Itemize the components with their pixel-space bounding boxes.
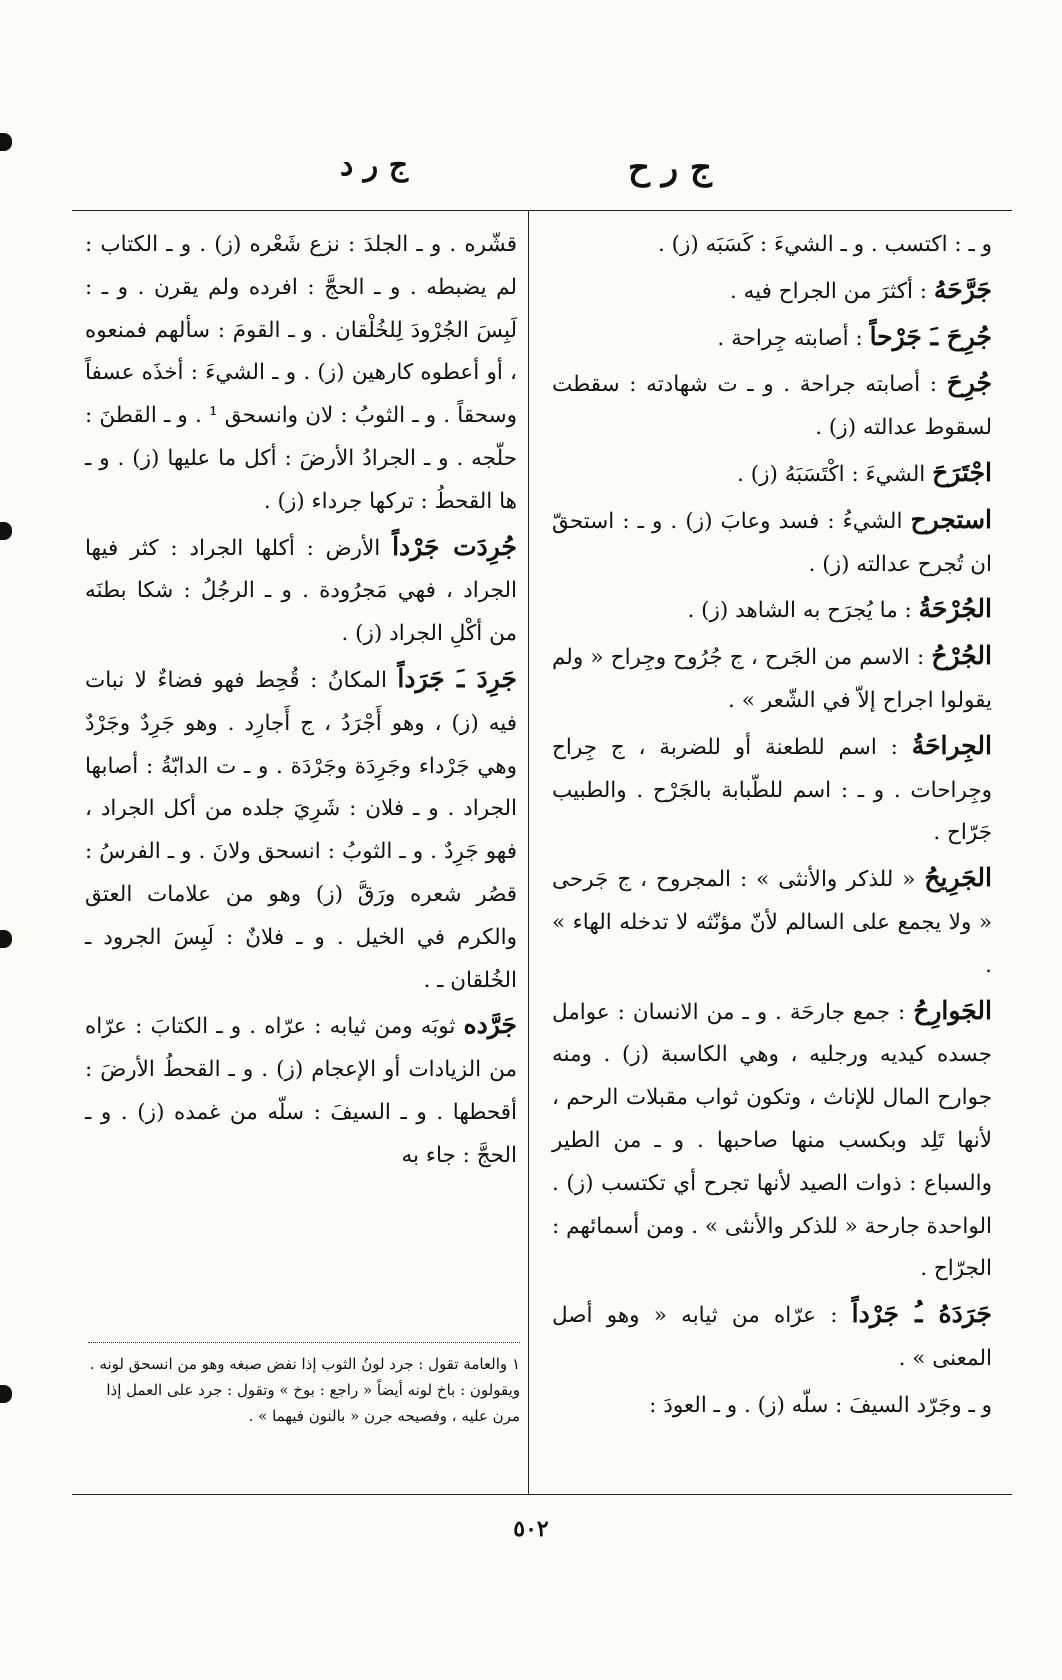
- dictionary-entry: [552, 635, 992, 723]
- entry-headword: الجُرْحُ: [931, 641, 992, 671]
- entry-definition: : ما يُجرَح به الشاهد (ز) .: [687, 598, 912, 624]
- margin-mark: [0, 930, 12, 948]
- margin-mark: [0, 522, 12, 540]
- dictionary-entry: [85, 658, 517, 1002]
- left-column: [85, 222, 517, 1180]
- dictionary-entry: [552, 269, 992, 314]
- entry-definition: : الاسم من الجَرح ، ج جُرُوح وجِراح « ولم يقولوا اجراح إلاّ في الشّعر » .: [552, 645, 992, 713]
- entry-headword: الجَرِيحُ: [924, 863, 992, 893]
- page-number: ٥٠٢: [513, 1516, 549, 1542]
- entry-headword: جَرَّده: [463, 1010, 518, 1040]
- dictionary-entry: [552, 222, 992, 267]
- header-root-right: ج ر ح: [628, 148, 712, 188]
- entry-definition: المكانُ : قُحِط فهو فضاءٌ لا نبات فيه (ز) ، وهو أَجْرَدُ ، ج أَجارِد . وهو جَرِدٌ وجَرْدٌ وهي جَرْداء وجَرِدَة وجَرْدَة . و ـ ت الدابّةُ : أصابها الجراد . و ـ فلان : شَرِيَ جلده من أكل الجراد ، فهو جَرِدٌ . و ـ الثوبُ : انسحق ولانَ . و ـ الفرسُ : قصُر شعره ورَقَّ (ز) وهو من علامات العتق والكرم في الخيل . و ـ فلانٌ : لَبِسَ الجرود ـ الخُلقان ـ .: [85, 667, 517, 993]
- entry-headword: جَرَدَهُ ـُ جَرْداً: [851, 1299, 992, 1329]
- dictionary-entry: [552, 499, 992, 587]
- dictionary-entry: [552, 452, 992, 497]
- dictionary-entry: [552, 857, 992, 987]
- entry-headword: جُرِحَ ـَ جَرْحاً: [869, 321, 992, 351]
- margin-mark: [0, 1385, 12, 1403]
- entry-headword: جَرِدَ ـَ جَرَداً: [397, 663, 517, 693]
- entry-headword: الجِراحَةُ: [911, 730, 992, 760]
- margin-mark: [0, 133, 12, 151]
- entry-headword: استجرح: [910, 504, 992, 534]
- entry-headword: الجَوارِحُ: [913, 995, 992, 1025]
- entry-definition: « للذكر والأنثى » : المجروح ، ج جَرحى « ولا يجمع على السالم لأنّ مؤنّثه لا تدخله الهاء » .: [552, 867, 992, 978]
- right-column: [552, 222, 992, 1430]
- entry-definition: قشّره . و ـ الجلدَ : نزع شَعْره (ز) . و ـ الكتاب : لم يضبطه . و ـ الحجَّ : افرده ولم يقرن . و ـ : لَبِسَ الجُرْودَ لِلخُلْقان . و ـ القومَ : سألهم فمنعوه ، أو أعطوه كارهين (ز) . و ـ الشيءَ : أخذَه عسفاً وسحقاً . و ـ الثوبُ : لان وانسحق ¹ . و ـ القطنَ : حلّجه . و ـ الجرادُ الأرضَ : أكل ما عليها (ز) . و ـ ها القحطُ : تركها جرداء (ز) .: [85, 232, 517, 514]
- entry-definition: الشيءَ : اكْتَسَبَهُ (ز) .: [737, 461, 926, 487]
- entry-definition: : أصابته جراحة . و ـ ت شهادته : سقطت لسقوط عدالته (ز) .: [552, 372, 992, 441]
- entry-definition: : اسم للطعنة أو للضربة ، ج جِراح وجِراحات . و ـ : اسم للطّبابة بالجَرْح . والطبيب جَرّاح .: [552, 734, 992, 846]
- entry-headword: جَرَّحَهُ: [933, 274, 992, 304]
- entry-definition: ثوبَه ومن ثيابه : عرّاه . و ـ الكتابَ : عرّاه من الزيادات أو الإعجام (ز) . و ـ القحطُ الأرضَ : أقحطها . و ـ السيفَ : سلّه من غمده (ز) . و ـ الحجَّ : جاء به: [85, 1014, 517, 1168]
- dictionary-entry: [552, 725, 992, 855]
- dictionary-entry: [552, 316, 992, 361]
- header-rule: [72, 210, 1012, 211]
- entry-headword: اجْتَرَحَ: [932, 457, 992, 487]
- column-divider: [528, 210, 529, 1495]
- footnotes: [88, 1342, 520, 1429]
- footer-rule: [72, 1494, 1012, 1495]
- dictionary-entry: [552, 588, 992, 633]
- dictionary-entry: [85, 1004, 517, 1177]
- footnote: ١ والعامة تقول : جرد لونُ الثوب إذا نفض صبغه وهو من انسحق لونه . ويقولون : باخ لونه أيضاً « راجع : بوخ » وتقول : جرد على العمل إذا مرن عليه ، وفصيحه جرن « بالنون فيهما » .: [89, 1355, 520, 1425]
- entry-definition: : أكثرَ من الجراح فيه .: [729, 278, 928, 304]
- running-header: [90, 148, 972, 192]
- entry-headword: جُرِحَ: [946, 368, 992, 398]
- dictionary-entry: [552, 1383, 992, 1428]
- entry-definition: : عرّاه من ثيابه « وهو أصل المعنى » .: [552, 1303, 992, 1371]
- dictionary-entry: [85, 222, 517, 524]
- header-root-left: ج ر د: [340, 148, 409, 183]
- entry-definition: الشيءُ : فسد وعابَ (ز) . و ـ : استحقّ ان تُجرح عدالته (ز) .: [552, 508, 992, 577]
- entry-definition: و ـ : اكتسب . و ـ الشيءَ : كَسَبَه (ز) .: [657, 232, 992, 257]
- entry-headword: جُرِدَت جَرْداً: [392, 531, 517, 561]
- entry-definition: : أصابته جِراحة .: [717, 325, 863, 351]
- dictionary-entry: [552, 990, 992, 1292]
- entry-headword: الجُرْحَةُ: [918, 594, 992, 624]
- dictionary-entry: [552, 1293, 992, 1381]
- entry-definition: الأرض : أكلها الجراد : كثر فيها الجراد ، فهي مَجرُودة . و ـ الرجُلُ : شكا بطنَه من أكْلِ الجراد (ز) .: [85, 535, 517, 647]
- entry-definition: : جمع جارحَة . و ـ من الانسان : عوامل جسده كيديه ورجليه ، وهي الكاسبة (ز) . ومنه جوارح المال للإناث ، وتكون ثواب مقبلات الرحم ، لأنها تَلِد وبكسب منها صاحبها . و ـ من الطير والسباع : ذوات الصيد لأنها تجرح أي تكتسب (ز) . الواحدة جارحة « للذكر والأنثى » . ومن أسمائهم : الجرّاح .: [552, 999, 992, 1282]
- dictionary-entry: [85, 526, 517, 656]
- dictionary-entry: [552, 362, 992, 450]
- entry-definition: و ـ وجَرّد السيفَ : سلّه (ز) . و ـ العودَ :: [649, 1392, 992, 1418]
